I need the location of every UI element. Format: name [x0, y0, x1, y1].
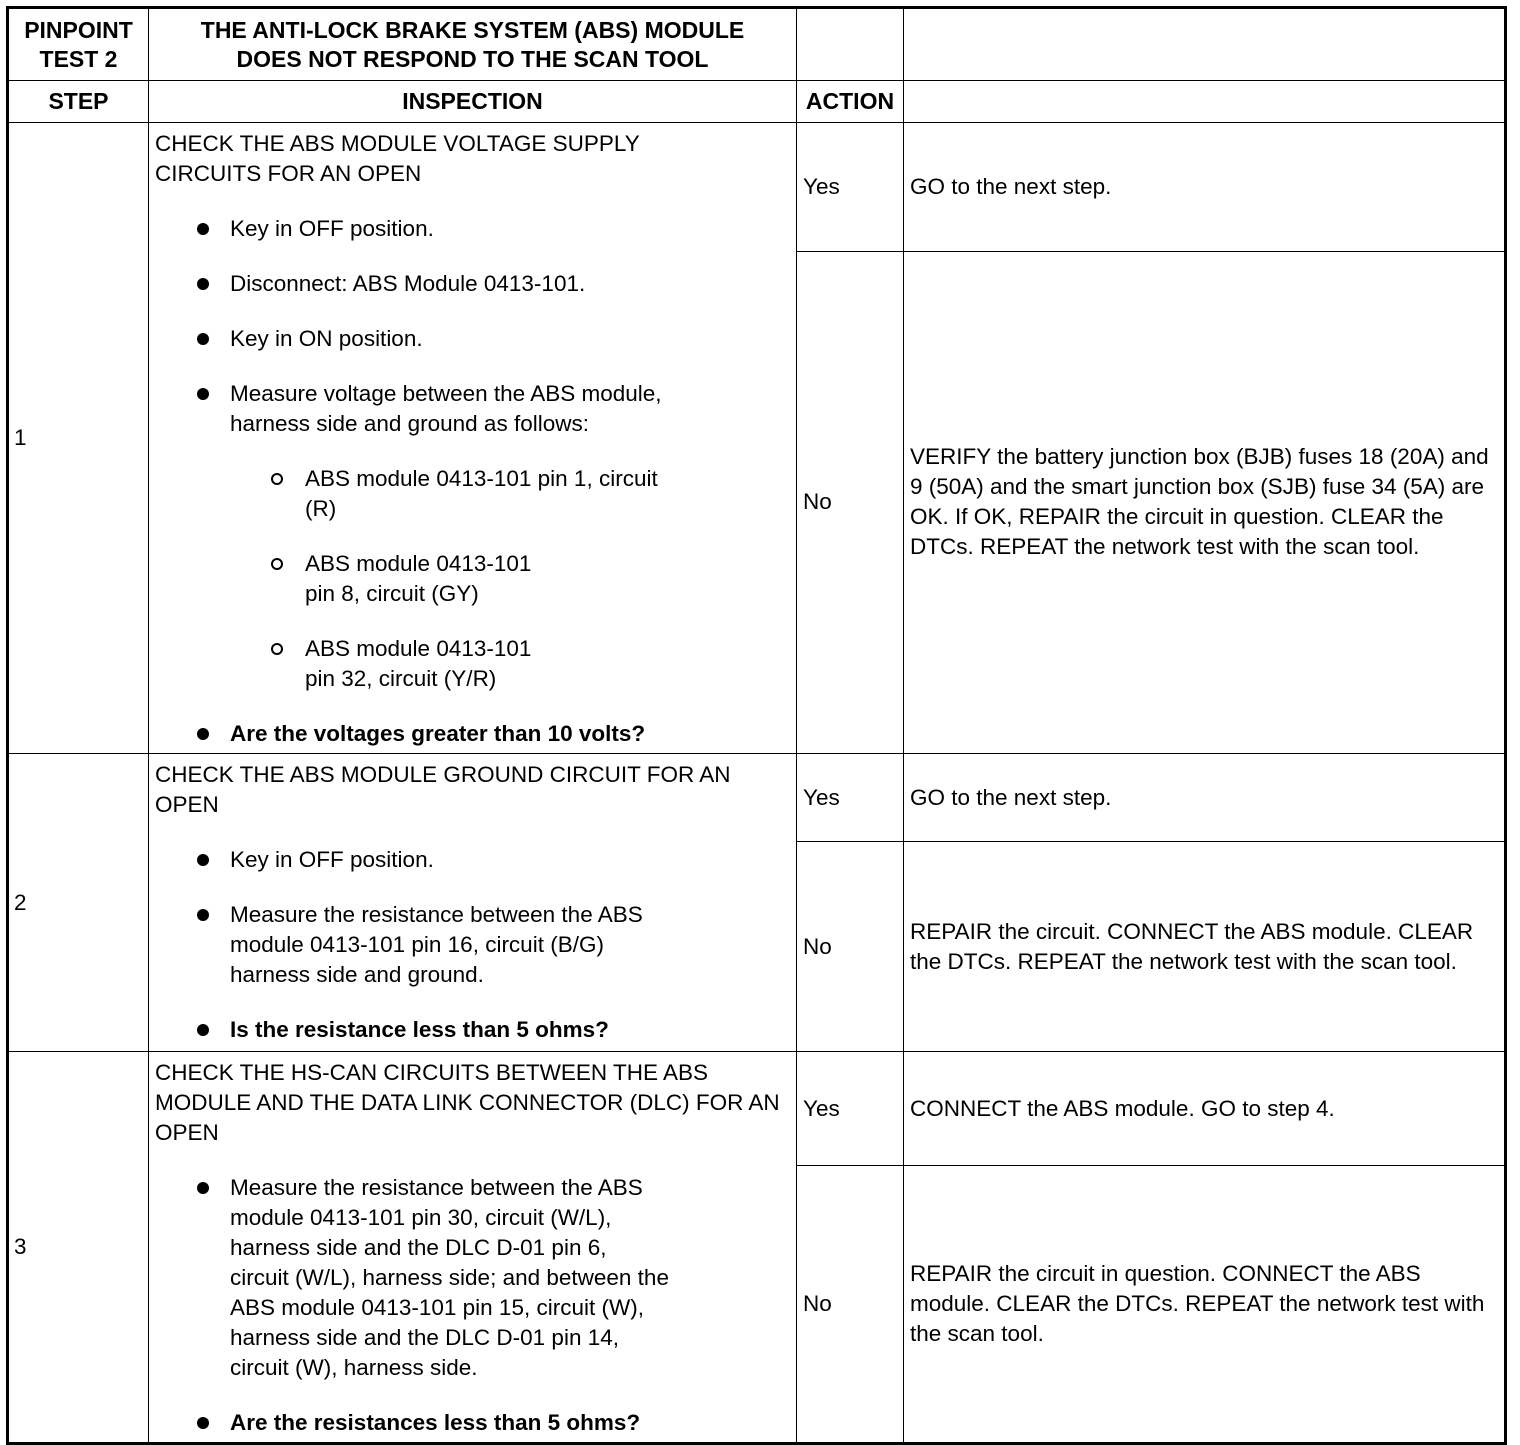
list-item: Disconnect: ABS Module 0413-101. [149, 269, 796, 299]
test-label: PINPOINT TEST 2 [24, 16, 133, 72]
inspection-cell [149, 1052, 797, 1444]
list-item: Measure the resistance between the ABS module 0413-101 pin 30, circuit (W/L), harness side and the DLC D-01 pin 6, circuit (W/L), harness side; and between the ABS module 0413-101 pin 15, circuit (W), harness side and the DLC D-01 pin 14, circuit (W), harness side. [149, 1173, 670, 1383]
bullet-list [149, 1173, 796, 1438]
list-item: Key in ON position. [149, 324, 796, 354]
list-item: Key in OFF position. [149, 845, 796, 875]
sub-bullet-list [230, 464, 676, 694]
step-number: 3 [8, 1052, 149, 1444]
sub-list-item: ABS module 0413-101 pin 1, circuit (R) [149, 464, 676, 524]
action-yes-label: Yes [797, 123, 904, 252]
sub-list-item: ABS module 0413-101 pin 32, circuit (Y/R) [149, 634, 565, 694]
column-header-step: STEP [8, 81, 149, 123]
column-header-action: ACTION [797, 81, 904, 123]
test-title-cell [149, 8, 797, 81]
list-item: Key in OFF position. [149, 214, 796, 244]
action-no-label: No [797, 842, 904, 1052]
action-yes-result: GO to the next step. [904, 123, 1506, 252]
pinpoint-test-table [6, 6, 1507, 1445]
list-item: Measure the resistance between the ABS module 0413-101 pin 16, circuit (B/G) harness side and ground. [149, 900, 670, 990]
step-number: 1 [8, 123, 149, 754]
step-question: Is the resistance less than 5 ohms? [149, 1015, 796, 1045]
action-yes-label: Yes [797, 754, 904, 842]
action-no-result: VERIFY the battery junction box (BJB) fuses 18 (20A) and 9 (50A) and the smart junction box (SJB) fuse 34 (5A) are OK. If OK, REPAIR the circuit in question. CLEAR the DTCs. REPEAT the network test with the scan tool. [904, 251, 1506, 753]
action-no-result: REPAIR the circuit in question. CONNECT the ABS module. CLEAR the DTCs. REPEAT the network test with the scan tool. [904, 1166, 1506, 1444]
step-question: Are the resistances less than 5 ohms? [149, 1408, 796, 1438]
step-question: Are the voltages greater than 10 volts? [149, 719, 796, 749]
table-row [8, 123, 1506, 252]
action-no-result: REPAIR the circuit. CONNECT the ABS module. CLEAR the DTCs. REPEAT the network test with the scan tool. [904, 842, 1506, 1052]
column-header-blank [904, 81, 1506, 123]
action-no-label: No [797, 1166, 904, 1444]
test-label-cell [8, 8, 149, 81]
sub-list-item: ABS module 0413-101 pin 8, circuit (GY) [149, 549, 545, 609]
bullet-list [149, 845, 796, 1045]
action-yes-label: Yes [797, 1052, 904, 1166]
action-no-label: No [797, 251, 904, 753]
list-item-text: Measure voltage between the ABS module, harness side and ground as follows: [230, 381, 662, 436]
inspection-cell [149, 754, 797, 1052]
bullet-list [149, 214, 796, 749]
header-blank-result [904, 8, 1506, 81]
header-blank-action [797, 8, 904, 81]
action-yes-result: CONNECT the ABS module. GO to step 4. [904, 1052, 1506, 1166]
step-number: 2 [8, 754, 149, 1052]
table-row [8, 1052, 1506, 1166]
inspection-cell [149, 123, 797, 754]
step-heading: CHECK THE HS-CAN CIRCUITS BETWEEN THE ABS MODULE AND THE DATA LINK CONNECTOR (DLC) FOR AN OPEN [155, 1060, 780, 1145]
table-row [8, 754, 1506, 842]
column-header-inspection: INSPECTION [149, 81, 797, 123]
action-yes-result: GO to the next step. [904, 754, 1506, 842]
test-title: THE ANTI-LOCK BRAKE SYSTEM (ABS) MODULE DOES NOT RESPOND TO THE SCAN TOOL [200, 16, 745, 72]
step-heading: CHECK THE ABS MODULE VOLTAGE SUPPLY CIRCUITS FOR AN OPEN [155, 131, 640, 186]
step-heading: CHECK THE ABS MODULE GROUND CIRCUIT FOR AN OPEN [155, 762, 731, 817]
list-item [149, 379, 796, 694]
